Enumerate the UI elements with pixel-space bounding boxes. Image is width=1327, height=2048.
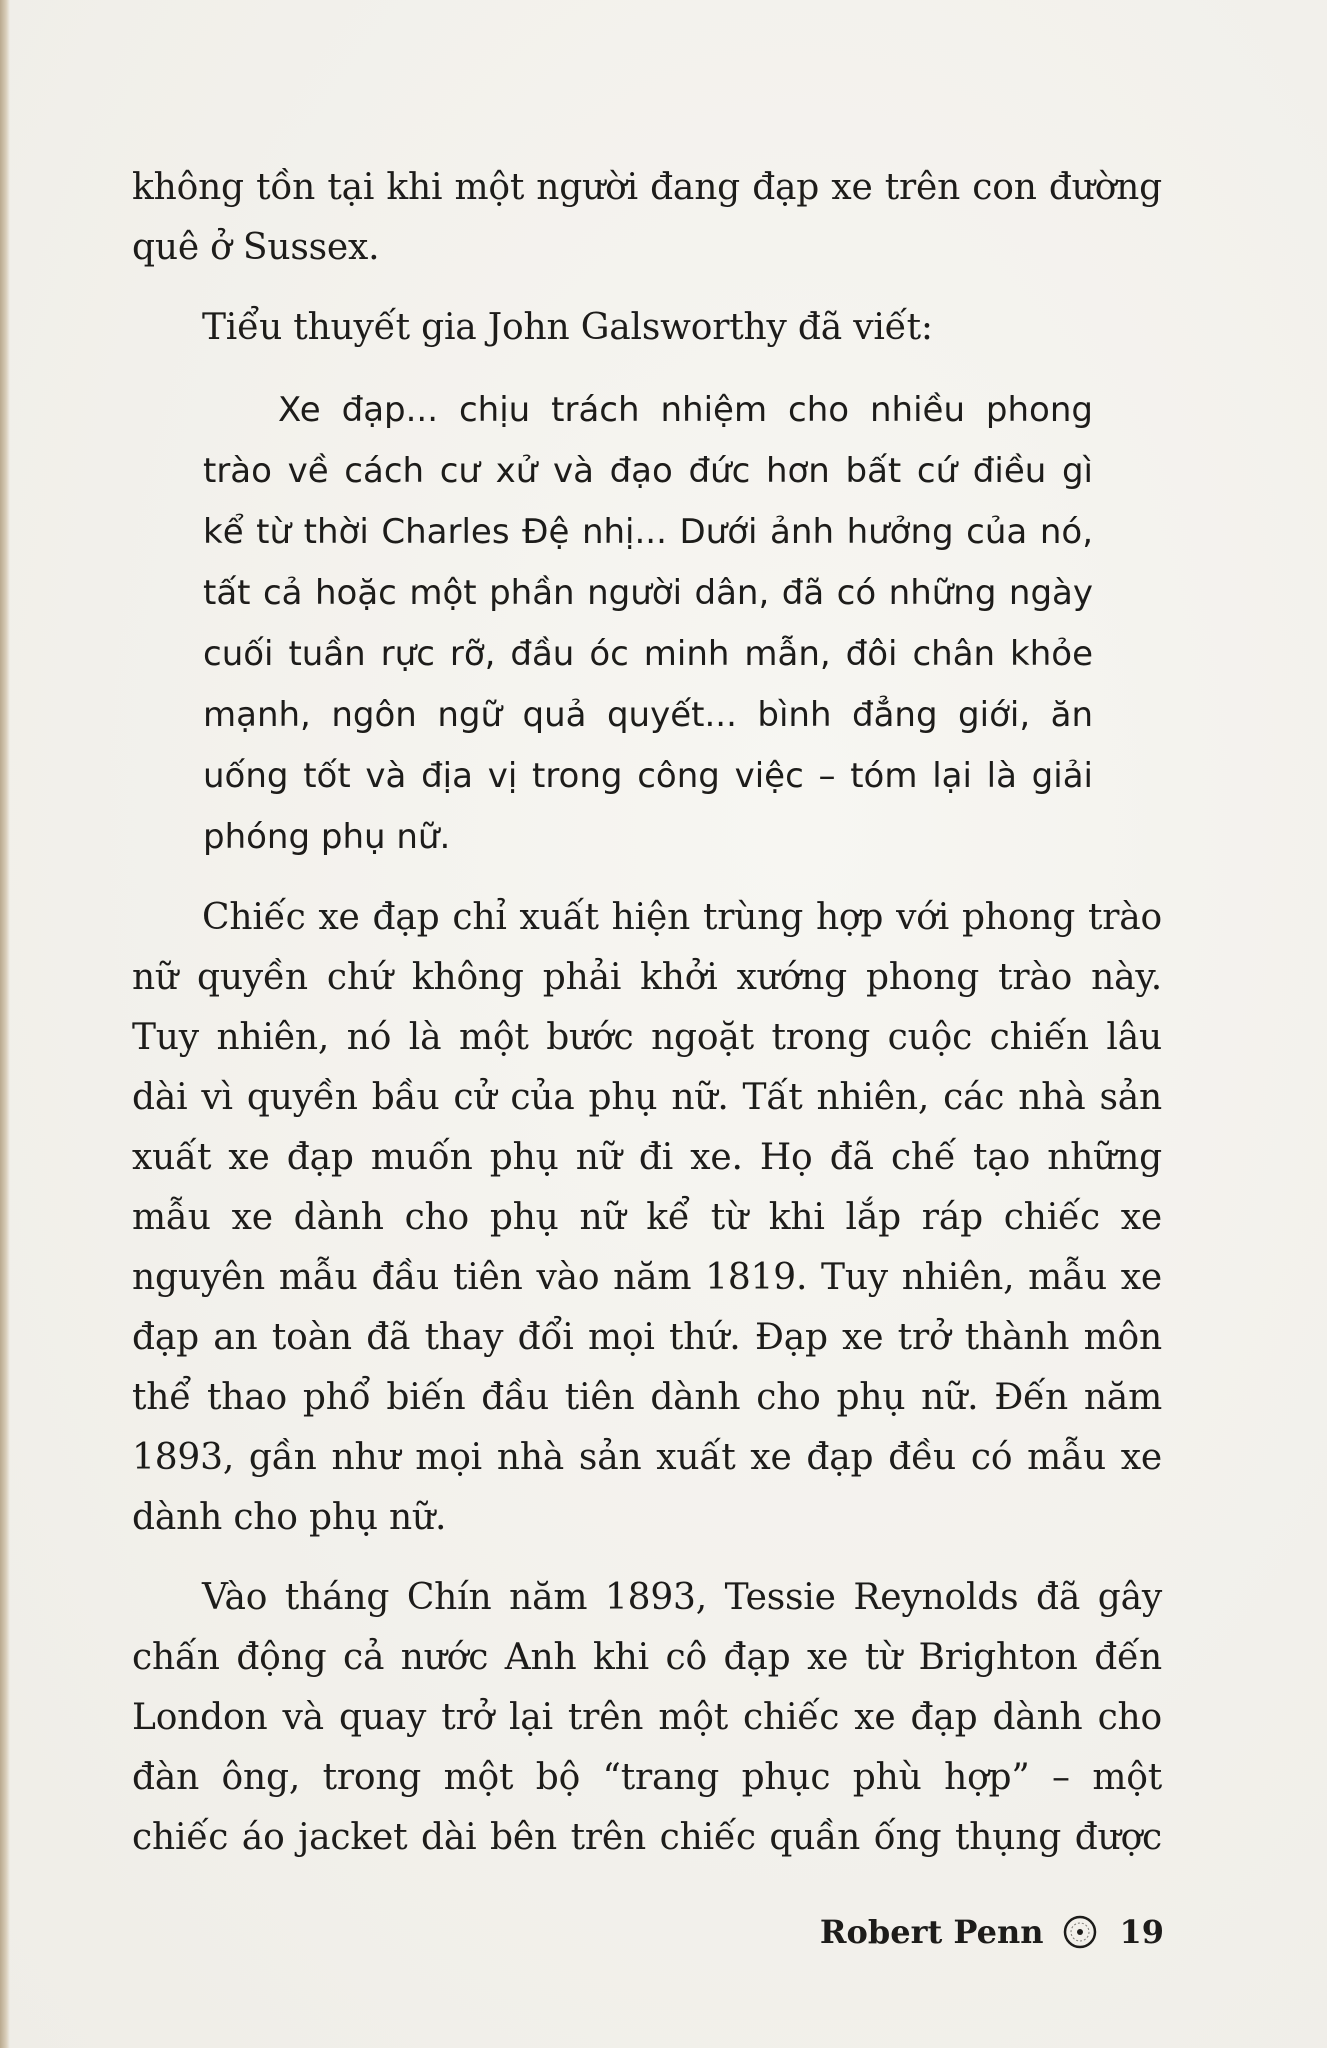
- paragraph-quote-intro: [132, 298, 1162, 358]
- quote-line: Xe đạp... chịu trách nhiệm cho nhiều phong: [278, 390, 1093, 430]
- quote-line: trào về cách cư xử và đạo đức hơn bất cứ điều gì: [203, 451, 1093, 491]
- text-line: mẫu xe dành cho phụ nữ kể từ khi lắp ráp chiếc xe: [132, 1197, 1162, 1238]
- text-line: London và quay trở lại trên một chiếc xe đạp dành cho: [132, 1697, 1162, 1738]
- text-line: Vào tháng Chín năm 1893, Tessie Reynolds đã gây: [202, 1577, 1162, 1618]
- text-line: nữ quyền chứ không phải khởi xướng phong trào này.: [132, 957, 1162, 998]
- page-footer: [820, 1913, 1164, 1951]
- quote-line: mạnh, ngôn ngữ quả quyết... bình đẳng giới, ăn: [203, 695, 1093, 735]
- text-line: quê ở Sussex.: [132, 227, 380, 268]
- text-line: Chiếc xe đạp chỉ xuất hiện trùng hợp với phong trào: [202, 897, 1162, 938]
- text-line: thể thao phổ biến đầu tiên dành cho phụ nữ. Đến năm: [132, 1377, 1162, 1418]
- text-line: xuất xe đạp muốn phụ nữ đi xe. Họ đã chế tạo những: [132, 1137, 1162, 1178]
- page-number: 19: [1119, 1913, 1164, 1951]
- quote-line: cuối tuần rực rỡ, đầu óc minh mẫn, đôi chân khỏe: [203, 634, 1093, 674]
- bicycle-wheel-icon: [1063, 1915, 1097, 1949]
- text-line: dài vì quyền bầu cử của phụ nữ. Tất nhiên, các nhà sản: [132, 1077, 1162, 1118]
- text-line: đạp an toàn đã thay đổi mọi thứ. Đạp xe trở thành môn: [132, 1317, 1162, 1358]
- text-line: 1893, gần như mọi nhà sản xuất xe đạp đều có mẫu xe: [132, 1437, 1162, 1478]
- text-line: Tuy nhiên, nó là một bước ngoặt trong cuộc chiến lâu: [132, 1017, 1162, 1058]
- binding-edge: [0, 0, 10, 2048]
- paragraph-continuation: [132, 158, 1162, 278]
- quote-line: uống tốt và địa vị trong công việc – tóm lại là giải: [203, 756, 1093, 796]
- text-line: nguyên mẫu đầu tiên vào năm 1819. Tuy nhiên, mẫu xe: [132, 1257, 1162, 1298]
- text-line: dành cho phụ nữ.: [132, 1497, 447, 1538]
- text-line: đàn ông, trong một bộ “trang phục phù hợp” – một: [132, 1757, 1162, 1798]
- quote-line: kể từ thời Charles Đệ nhị... Dưới ảnh hưởng của nó,: [203, 512, 1093, 552]
- footer-author: Robert Penn: [819, 1913, 1044, 1951]
- block-quote: [203, 380, 1093, 868]
- quote-line: phóng phụ nữ.: [203, 817, 451, 857]
- paragraph-feminism: [132, 888, 1162, 1548]
- paragraph-tessie-reynolds: [132, 1568, 1162, 1868]
- quote-line: tất cả hoặc một phần người dân, đã có những ngày: [203, 573, 1093, 613]
- text-line: Tiểu thuyết gia John Galsworthy đã viết:: [202, 307, 933, 348]
- text-line: không tồn tại khi một người đang đạp xe trên con đường: [132, 167, 1162, 208]
- text-line: chiếc áo jacket dài bên trên chiếc quần ống thụng được: [132, 1817, 1162, 1858]
- text-line: chấn động cả nước Anh khi cô đạp xe từ Brighton đến: [132, 1637, 1162, 1678]
